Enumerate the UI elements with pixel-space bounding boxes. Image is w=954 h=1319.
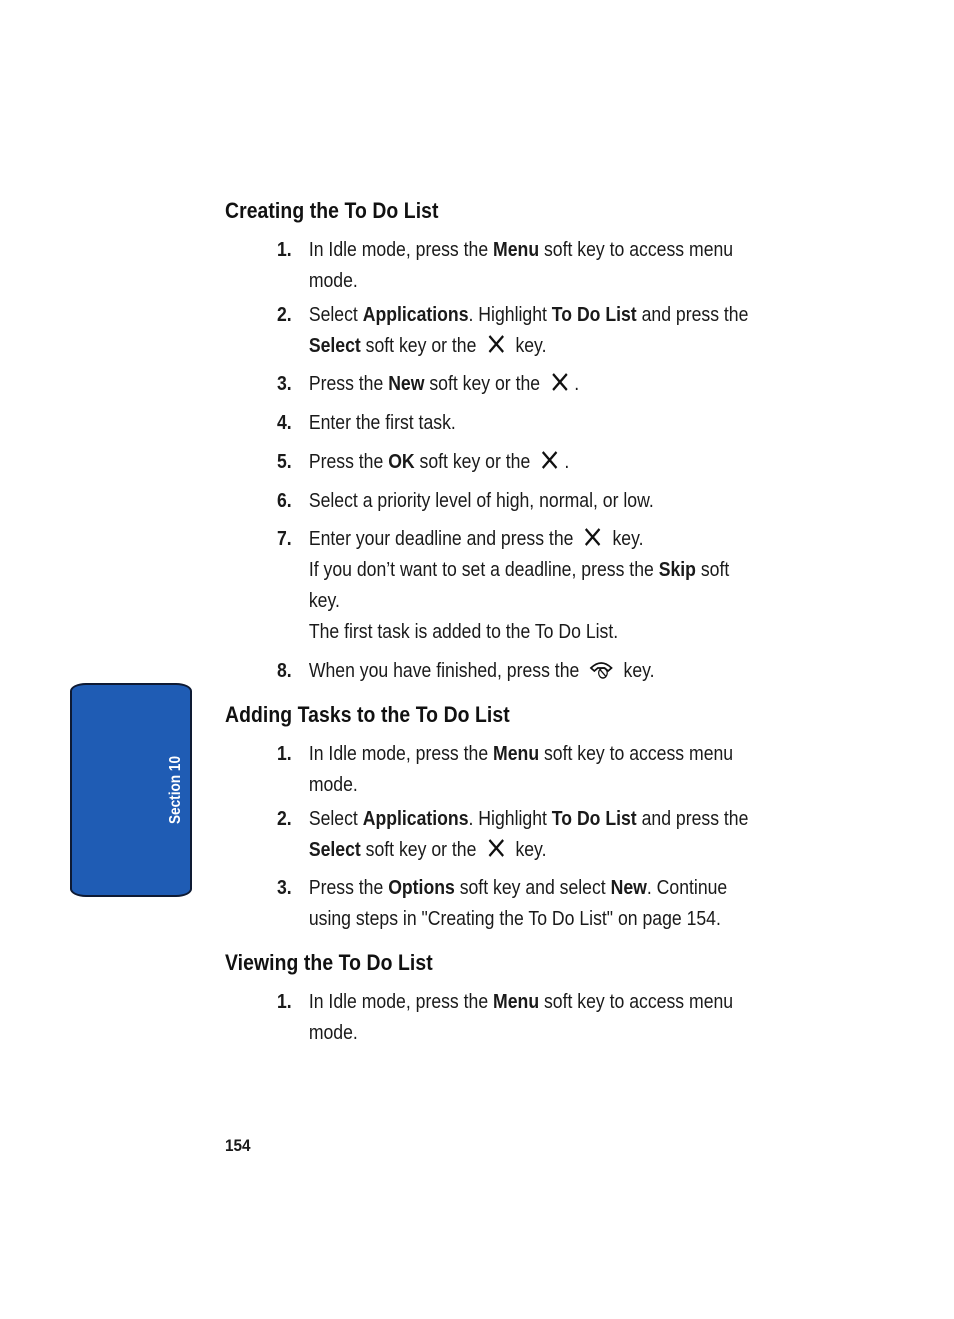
- step-number: 1.: [277, 238, 292, 261]
- viewing-step-1: 1. In Idle mode, press the Menu soft key to access menu mode.: [277, 990, 734, 1044]
- creating-step-4: 4. Enter the first task.: [277, 411, 456, 434]
- creating-step-8: 8. When you have finished, press the key.: [277, 655, 759, 686]
- end-call-key-icon: [589, 656, 613, 680]
- nav-ok-key-icon: [540, 449, 559, 471]
- creating-step-5: 5. Press the OK soft key or the .: [277, 450, 570, 473]
- creating-step-3: 3. Press the New soft key or the .: [277, 372, 580, 395]
- creating-step-2: 2. Select Applications. Highlight To Do List and press the Select soft key or the key.: [277, 303, 749, 357]
- adding-step-3: 3. Press the Options soft key and select New. Continue using steps in "Creating the To Do List" on page 154.: [277, 876, 728, 930]
- heading-adding-tasks: Adding Tasks to the To Do List: [225, 702, 510, 727]
- creating-step-7: 7. Enter your deadline and press the key. If you don’t want to set a deadline, press the Skip soft key. The first task is added to the To Do List.: [277, 527, 730, 643]
- nav-ok-key-icon: [486, 333, 505, 355]
- heading-creating-todo: Creating the To Do List: [225, 198, 439, 223]
- nav-ok-key-icon: [550, 371, 569, 393]
- heading-viewing-todo: Viewing the To Do List: [225, 950, 433, 975]
- adding-step-2: 2. Select Applications. Highlight To Do List and press the Select soft key or the key.: [277, 807, 749, 861]
- creating-step-6: 6. Select a priority level of high, normal, or low.: [277, 489, 654, 512]
- adding-step-1: 1. In Idle mode, press the Menu soft key to access menu mode.: [277, 742, 734, 796]
- page-number: 154: [225, 1136, 251, 1155]
- nav-ok-key-icon: [584, 526, 603, 548]
- section-tab-label: Section 10: [167, 755, 184, 825]
- creating-step-1: 1. In Idle mode, press the Menu soft key to access menu mode.: [277, 234, 759, 296]
- nav-ok-key-icon: [486, 837, 505, 859]
